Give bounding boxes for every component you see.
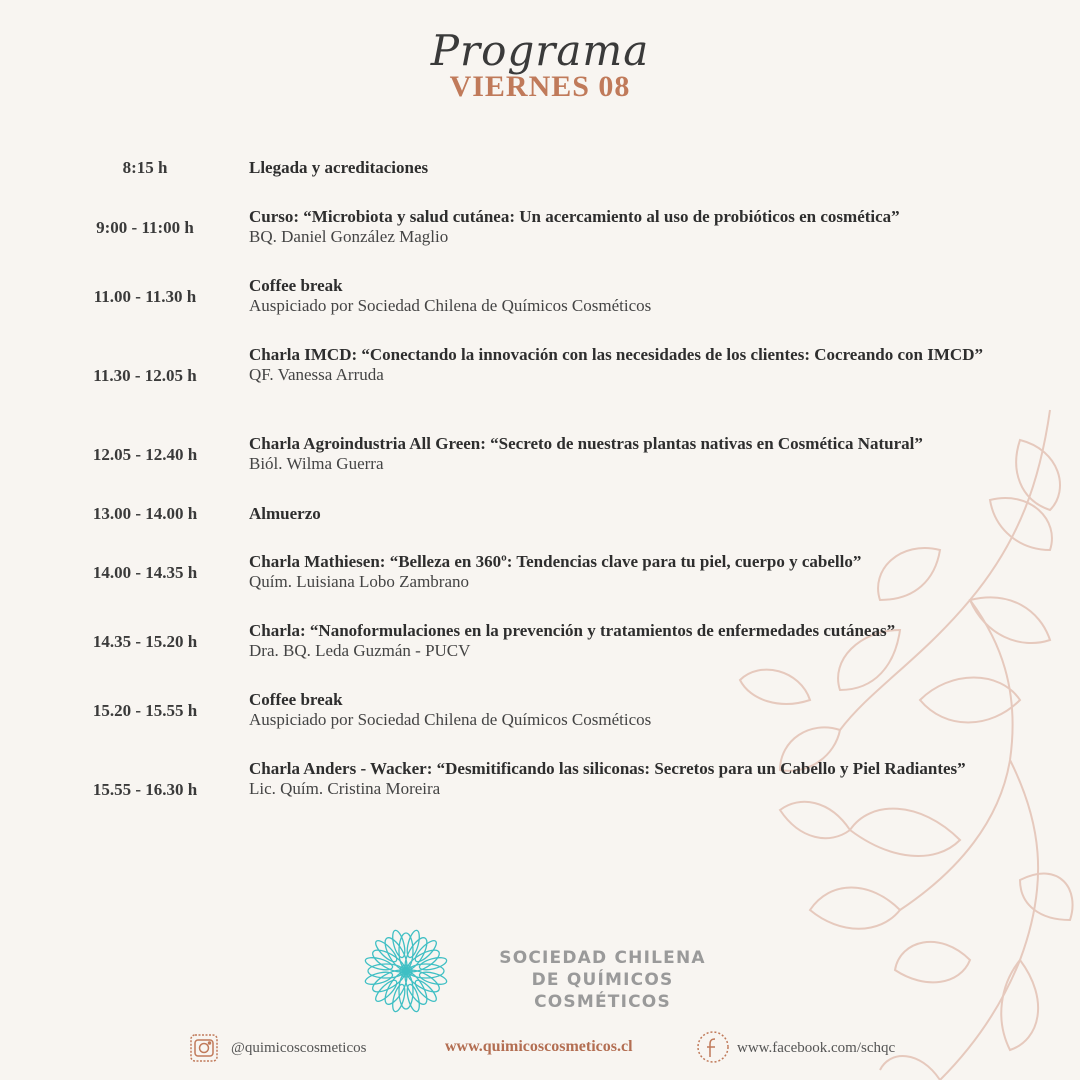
session-title: Charla IMCD: “Conectando la innovación con las necesidades de los clientes: Cocreando con IMCD” [249, 345, 983, 364]
website-link[interactable]: www.quimicoscosmeticos.cl [445, 1038, 633, 1055]
schedule-description [249, 276, 1009, 316]
day-subtitle: VIERNES 08 [449, 70, 631, 103]
session-speaker: Biól. Wilma Guerra [249, 454, 384, 473]
session-title: Charla: “Nanoformulaciones en la prevención y tratamientos de enfermedades cutáneas” [249, 621, 896, 640]
session-speaker: Lic. Quím. Cristina Moreira [249, 779, 441, 798]
session-speaker: Auspiciado por Sociedad Chilena de Químicos Cosméticos [249, 296, 652, 315]
footer [0, 1030, 1080, 1066]
schedule-time: 11.30 - 12.05 h [93, 366, 197, 385]
session-speaker: Dra. BQ. Leda Guzmán - PUCV [249, 641, 471, 660]
schedule-time: 8:15 h [122, 158, 168, 177]
schedule-time: 14.00 - 14.35 h [92, 563, 198, 582]
page-title: Programa [430, 26, 650, 75]
schedule-description [249, 207, 1009, 247]
schedule-time: 13.00 - 14.00 h [92, 504, 198, 523]
schedule-time: 14.35 - 15.20 h [92, 632, 198, 651]
session-speaker: BQ. Daniel González Maglio [249, 227, 449, 246]
session-title: Curso: “Microbiota y salud cutánea: Un acercamiento al uso de probióticos en cosmética” [249, 207, 900, 226]
session-title: Almuerzo [249, 504, 321, 523]
facebook-icon[interactable] [696, 1030, 730, 1064]
instagram-icon[interactable] [188, 1032, 220, 1064]
instagram-handle[interactable]: @quimicoscosmeticos [231, 1040, 367, 1056]
schedule-description [249, 158, 1009, 178]
session-title: Coffee break [249, 276, 343, 295]
facebook-link[interactable]: www.facebook.com/schqc [737, 1040, 896, 1056]
schedule-description [249, 690, 1009, 730]
schedule-description [249, 759, 1009, 799]
session-title: Charla Mathiesen: “Belleza en 360º: Tendencias clave para tu piel, cuerpo y cabello” [249, 552, 862, 571]
session-title: Llegada y acreditaciones [249, 158, 429, 177]
organization-name-line2: DE QUÍMICOS COSMÉTICOS [531, 970, 674, 1012]
schedule-description [249, 434, 1009, 474]
schedule-time: 12.05 - 12.40 h [92, 445, 198, 464]
session-title: Coffee break [249, 690, 343, 709]
mandala-logo-icon [360, 925, 452, 1017]
session-title: Charla Anders - Wacker: “Desmitificando las siliconas: Secretos para un Cabello y Piel Radiantes” [249, 759, 966, 778]
schedule-description [249, 621, 1009, 661]
organization-name [465, 947, 740, 1013]
session-speaker: Quím. Luisiana Lobo Zambrano [249, 572, 470, 591]
schedule-time: 9:00 - 11:00 h [96, 218, 194, 237]
schedule-description [249, 504, 1009, 524]
session-title: Charla Agroindustria All Green: “Secreto de nuestras plantas nativas en Cosmética Natural” [249, 434, 923, 453]
session-speaker: Auspiciado por Sociedad Chilena de Químicos Cosméticos [249, 710, 652, 729]
schedule-time: 11.00 - 11.30 h [93, 287, 197, 306]
organization-logo [360, 925, 740, 1015]
floral-decoration [720, 400, 1080, 1080]
session-speaker: QF. Vanessa Arruda [249, 365, 384, 384]
organization-name-line1: SOCIEDAD CHILENA [499, 948, 706, 968]
schedule-description [249, 552, 1009, 592]
schedule-description [249, 345, 1009, 385]
schedule-time: 15.55 - 16.30 h [92, 780, 198, 799]
schedule-time: 15.20 - 15.55 h [92, 701, 198, 720]
